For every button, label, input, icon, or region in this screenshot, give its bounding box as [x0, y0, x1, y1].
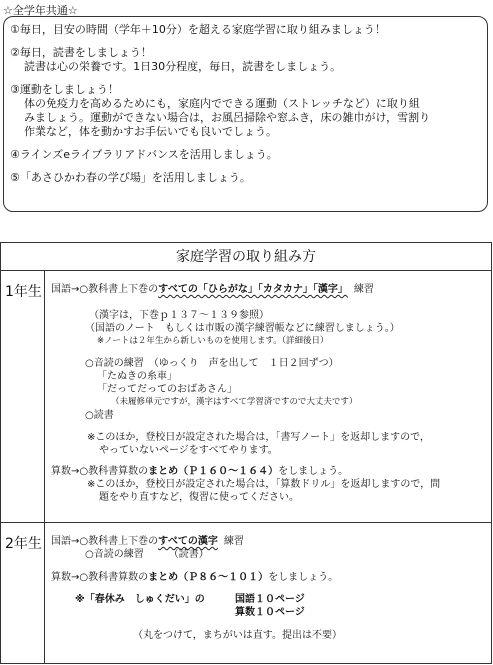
grade1-row: [1, 271, 491, 523]
sansu-target: まとめ（Ｐ１６０～１６４）: [148, 466, 279, 477]
kokugo-target: すべての漢字: [158, 536, 218, 547]
study-plan-table: [0, 242, 492, 664]
grade1-note2: （国語のノート もしくは市販の漢字練習帳などに練習しましょう。）: [85, 323, 400, 334]
kokugo-target: すべての「ひらがな」「カタカナ」「漢字」: [158, 284, 348, 295]
kokugo-prefix: 国語→○教科書上下巻の: [51, 536, 159, 547]
guideline-item-2: [10, 46, 479, 74]
grade1-story-note: （未履修単元ですが，漢字はすべて学習済ですので大丈夫です）: [111, 397, 358, 407]
kokugo-prefix: 国語→○教科書上下巻の: [51, 284, 159, 295]
grade1-extra2a: ※このほか，登校日が設定された場合は，「算数ドリル」を返却しますので，問: [87, 479, 441, 490]
grade1-story2: 「だってだってのおばあさん」: [97, 384, 237, 395]
grade2-ondoku: ○音読の練習 （読書）: [85, 549, 209, 560]
grade1-dokusho: ○読書: [85, 410, 114, 421]
grade1-sansu-line: [51, 465, 348, 478]
guideline-heading: ②毎日，読書をしましょう！: [10, 46, 152, 59]
guideline-heading: ⑤「あさひかわ春の学び場」を活用しましょう。: [10, 171, 251, 184]
grade1-extra1b: やっていないページをすべてやります。: [99, 445, 278, 456]
grade1-label: 1年生: [1, 271, 45, 522]
grade1-ondoku: ○音読の練習 （ゆっくり 声を出して １日２回ずつ）: [85, 358, 339, 369]
guideline-item-5: [10, 171, 479, 185]
sansu-suffix: をしましょう。: [268, 572, 339, 583]
guideline-item-3: [10, 83, 479, 139]
sansu-prefix: 算数→○教科書算数の: [51, 572, 149, 583]
plan-title: 家庭学習の取り組み方: [1, 243, 491, 271]
common-guidelines-box: [3, 16, 488, 212]
guideline-item-4: [10, 148, 479, 162]
grade1-story1: 「たぬきの糸車」: [97, 371, 177, 382]
grade1-extra2b: 題をやり直すなど，復習に使ってください。: [99, 492, 299, 503]
grade2-label: 2年生: [1, 523, 45, 663]
common-header: ☆全学年共通☆: [3, 4, 78, 17]
kokugo-suffix: 練習: [223, 536, 244, 547]
grade2-kokugo-line: [51, 535, 244, 548]
sansu-target: まとめ（Ｐ８６～１０１）: [148, 572, 269, 583]
guideline-heading: ④ラインズeライブラリアドバンスを活用しましょう。: [10, 148, 278, 161]
guideline-detail: 作業など，体を動かすお手伝いでも良いでしょう。: [24, 125, 277, 138]
guideline-heading: ③運動をしましょう！: [10, 83, 119, 96]
sansu-prefix: 算数→○教科書算数の: [51, 466, 149, 477]
grade2-homework-kokugo: 国語１０ページ: [235, 594, 305, 605]
grade2-homework-sansu: 算数１０ページ: [235, 607, 305, 618]
grade1-note1: （漢字は，下巻ｐ１３７～１３９参照）: [89, 310, 269, 321]
guideline-detail: 読書は心の栄養です。1日30分程度，毎日，読書をしましょう。: [24, 60, 342, 73]
grade1-note3: ※ノートは２年生から新しいものを使用します。（詳細後日）: [97, 336, 329, 346]
grade2-homework-title: ※「春休み しゅくだい」の: [75, 594, 205, 605]
grade2-sansu-line: [51, 571, 338, 584]
kokugo-suffix: 練習: [353, 284, 374, 295]
guideline-item-1: [10, 23, 479, 37]
grade2-homework-note: （丸をつけて，まちがいは直す。提出は不要）: [133, 630, 342, 641]
grade2-row: [1, 523, 491, 663]
guideline-heading: ①毎日，目安の時間（学年＋10分）を超える家庭学習に取り組みましょう！: [10, 23, 386, 36]
sansu-suffix: をしましょう。: [278, 466, 349, 477]
guideline-detail: みましょう。運動ができない場合は，お風呂掃除や窓ふき，床の雑巾がけ，雪割り: [24, 111, 431, 124]
grade1-kokugo-line: [51, 283, 374, 296]
grade1-extra1a: ※このほか，登校日が設定された場合は，「書写ノート」を返却しますので，: [87, 432, 430, 443]
guideline-detail: 体の免疫力を高めるためにも，家庭内でできる運動（ストレッチなど）に取り組: [24, 97, 420, 110]
